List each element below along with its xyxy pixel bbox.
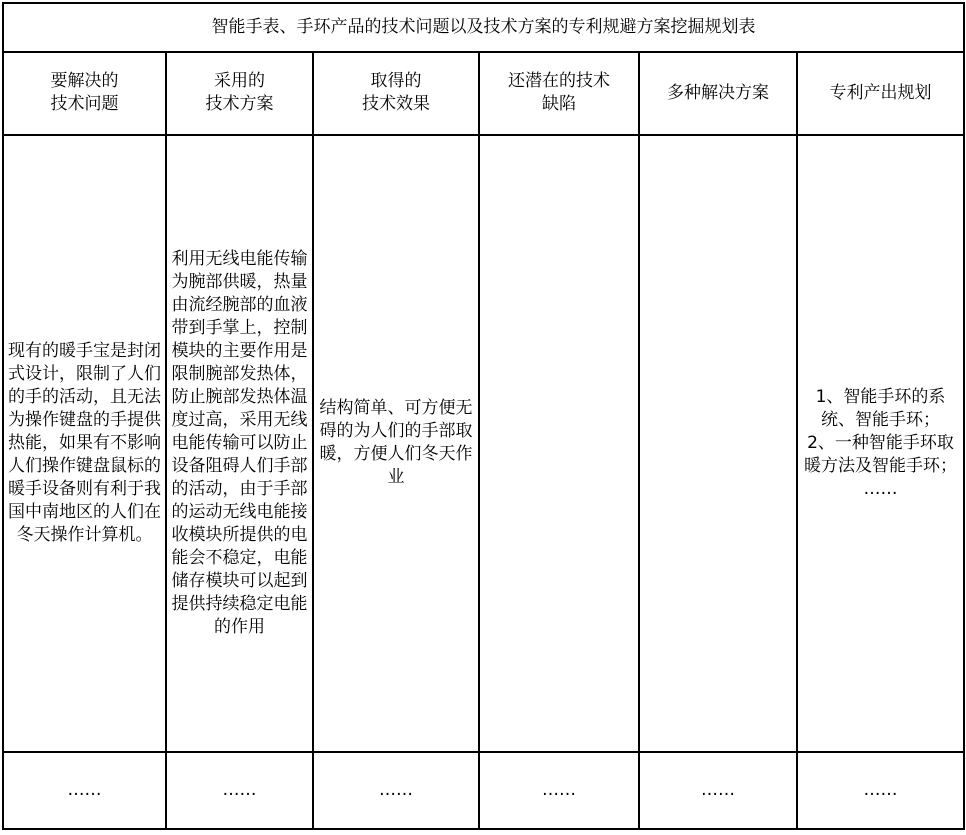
- table-row: [3, 135, 964, 752]
- cell-solution: 利用无线电能传输为腕部供暖，热量由流经腕部的血液带到手掌上，控制模块的主要作用是限制腕部发热体，防止腕部发热体温度过高，采用无线电能传输可以防止设备阻碍人们手部的活动，由于手部的运动无线电能接收模块所提供的电能会不稳定，电能储存模块可以起到提供持续稳定电能的作用: [166, 135, 313, 752]
- ellipsis-cell: ……: [3, 752, 166, 829]
- header-plan: [797, 52, 964, 134]
- header-defect-line2: 缺陷: [542, 94, 576, 115]
- plan-item-2: 2、一种智能手环取暖方法及智能手环；: [804, 432, 958, 476]
- ellipsis-cell: ……: [797, 752, 964, 829]
- ellipsis-cell: ……: [313, 752, 479, 829]
- header-defect-line1: 还潜在的技术: [508, 71, 610, 92]
- cell-effect: 结构简单、可方便无碍的为人们的手部取暖，方便人们冬天作业: [313, 135, 479, 752]
- cell-options: [639, 135, 797, 752]
- table-row-ellipsis: [3, 752, 964, 829]
- header-solution-line1: 采用的: [214, 71, 265, 92]
- cell-plan: [797, 135, 964, 752]
- header-problem-line1: 要解决的: [50, 71, 119, 92]
- patent-plan-table: [2, 2, 965, 830]
- header-defect: [479, 52, 639, 134]
- ellipsis-cell: ……: [639, 752, 797, 829]
- header-solution: [166, 52, 313, 134]
- header-solution-line2: 技术方案: [205, 94, 274, 115]
- plan-item-1: 1、智能手环的系统、智能手环；: [815, 386, 946, 430]
- header-problem: [3, 52, 166, 134]
- header-effect-line2: 技术效果: [362, 94, 430, 115]
- plan-item-more: ……: [863, 478, 898, 499]
- ellipsis-cell: ……: [479, 752, 639, 829]
- header-effect: [313, 52, 479, 134]
- header-plan-line1: 专利产出规划: [829, 82, 932, 103]
- table-title: 智能手表、手环产品的技术问题以及技术方案的专利规避方案挖掘规划表: [3, 3, 964, 52]
- ellipsis-cell: ……: [166, 752, 313, 829]
- header-problem-line2: 技术问题: [50, 94, 119, 115]
- header-row: [3, 52, 964, 134]
- header-options-line1: 多种解决方案: [667, 82, 769, 103]
- header-effect-line1: 取得的: [370, 71, 422, 92]
- cell-defect: [479, 135, 639, 752]
- header-options: [639, 52, 797, 134]
- cell-problem: 现有的暖手宝是封闭式设计，限制了人们的手的活动，且无法为操作键盘的手提供热能，如果有不影响人们操作键盘鼠标的暖手设备则有利于我国中南地区的人们在冬天操作计算机。: [3, 135, 166, 752]
